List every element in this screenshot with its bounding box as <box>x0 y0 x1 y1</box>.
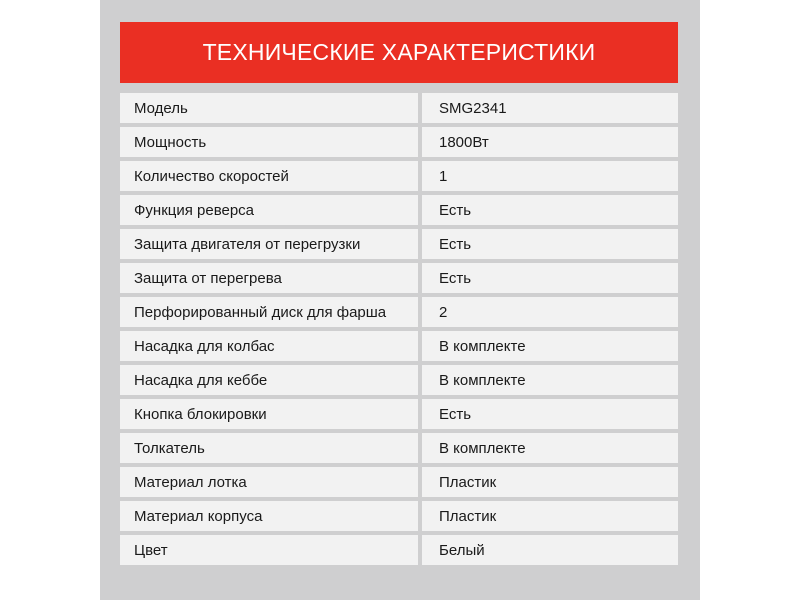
spec-table <box>120 93 678 569</box>
spec-label: Материал лотка <box>120 467 418 497</box>
spec-value: В комплекте <box>422 365 678 395</box>
spec-row-kebbe-attachment <box>120 365 678 395</box>
spec-value: В комплекте <box>422 433 678 463</box>
spec-value: 1 <box>422 161 678 191</box>
spec-row-power <box>120 127 678 157</box>
spec-label: Толкатель <box>120 433 418 463</box>
spec-label: Насадка для колбас <box>120 331 418 361</box>
spec-value: Есть <box>422 195 678 225</box>
spec-row-reverse <box>120 195 678 225</box>
spec-label: Насадка для кеббе <box>120 365 418 395</box>
spec-label: Цвет <box>120 535 418 565</box>
spec-value: Белый <box>422 535 678 565</box>
spec-row-color <box>120 535 678 565</box>
spec-label: Функция реверса <box>120 195 418 225</box>
spec-value: Есть <box>422 399 678 429</box>
spec-label: Защита двигателя от перегрузки <box>120 229 418 259</box>
spec-label: Модель <box>120 93 418 123</box>
spec-value: Есть <box>422 229 678 259</box>
spec-row-lock-button <box>120 399 678 429</box>
spec-value: SMG2341 <box>422 93 678 123</box>
spec-row-tray-material <box>120 467 678 497</box>
spec-row-model <box>120 93 678 123</box>
spec-row-sausage-attachment <box>120 331 678 361</box>
spec-label: Материал корпуса <box>120 501 418 531</box>
spec-row-pusher <box>120 433 678 463</box>
spec-row-body-material <box>120 501 678 531</box>
spec-value: Пластик <box>422 501 678 531</box>
spec-value: В комплекте <box>422 331 678 361</box>
spec-row-overload-protection <box>120 229 678 259</box>
spec-label: Защита от перегрева <box>120 263 418 293</box>
spec-panel <box>100 0 700 600</box>
spec-label: Мощность <box>120 127 418 157</box>
spec-row-mince-disc <box>120 297 678 327</box>
spec-value: 2 <box>422 297 678 327</box>
spec-title: ТЕХНИЧЕСКИЕ ХАРАКТЕРИСТИКИ <box>120 22 678 83</box>
spec-row-speeds <box>120 161 678 191</box>
spec-label: Количество скоростей <box>120 161 418 191</box>
spec-label: Кнопка блокировки <box>120 399 418 429</box>
spec-label: Перфорированный диск для фарша <box>120 297 418 327</box>
spec-value: 1800Вт <box>422 127 678 157</box>
spec-value: Есть <box>422 263 678 293</box>
spec-row-overheat-protection <box>120 263 678 293</box>
spec-value: Пластик <box>422 467 678 497</box>
